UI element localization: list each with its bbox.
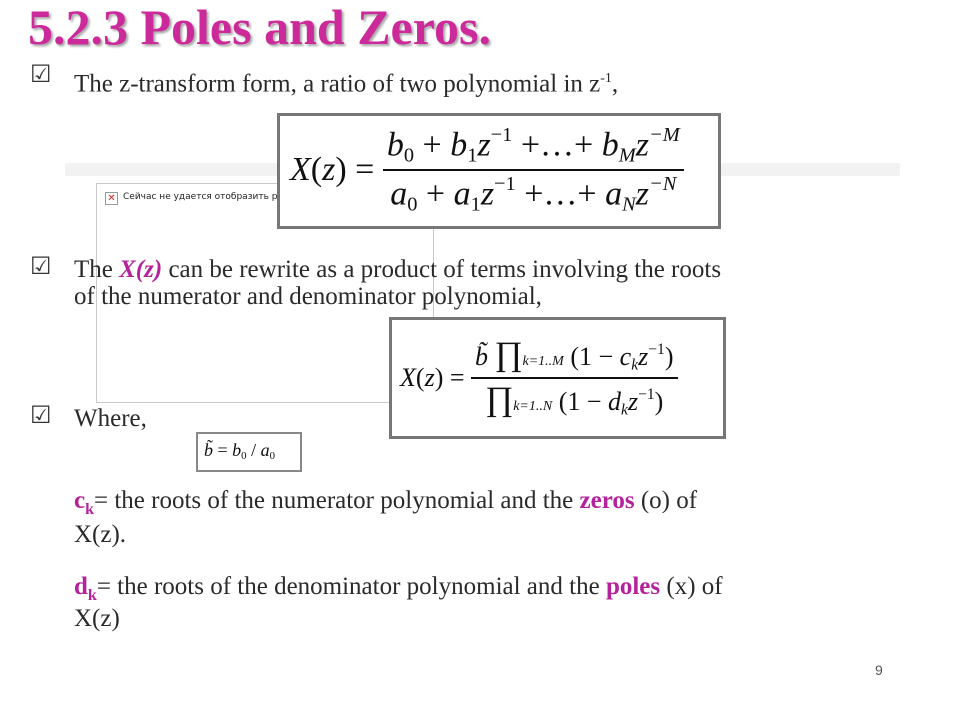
bullet-3-text: Where, xyxy=(74,405,147,432)
ck-text-1: = the roots of the numerator polynomial and the xyxy=(94,487,580,514)
zeros-term: zeros xyxy=(579,487,635,514)
equation-ratio: X(z) = $\frac{b_0 + b_1z^{-1} +\dots+ b_Mz^{-M}}{a_0 + a_1z^{-1} +\dots+ a_Nz^{-N}}$ xyxy=(290,128,684,212)
checkbox-check-icon: ☑ xyxy=(30,401,52,429)
ck-subscript: k xyxy=(85,501,95,518)
dk-text-1: = the roots of the denominator polynomial and the xyxy=(96,573,606,600)
dk-definition-line-2: X(z) xyxy=(74,605,120,632)
equation-product-box xyxy=(389,317,726,439)
ck-definition-line-2: X(z). xyxy=(74,521,127,548)
checkbox-check-icon: ☑ xyxy=(30,252,52,280)
bullet-1-text xyxy=(74,66,618,97)
bullet-2-line-1 xyxy=(74,257,721,283)
bullet-1-main: The z-transform form, a ratio of two polynomial in z xyxy=(74,70,601,98)
dk-text-2: (x) of xyxy=(660,573,723,600)
equation-ratio-box xyxy=(277,113,721,229)
broken-image-message: Сейчас не удается отобразить р xyxy=(123,192,278,202)
checkbox-check-icon: ☑ xyxy=(30,60,52,88)
b-tilde-equation: b̃ = $b_0 / a_0$ xyxy=(204,440,275,463)
dk-letter: d xyxy=(74,573,88,600)
bullet-2-highlight: X(z) xyxy=(119,256,163,283)
bullet-2-line-1-rest: can be rewrite as a product of terms involving the roots xyxy=(162,256,722,283)
bullet-2-pre: The xyxy=(74,256,120,283)
poles-term: poles xyxy=(605,573,661,600)
slide-title: 5.2.3 Poles and Zeros. xyxy=(28,0,491,55)
broken-image-icon: ✕ xyxy=(105,192,118,205)
ck-text-2: (o) of xyxy=(634,487,698,514)
ck-definition-line-1 xyxy=(74,488,697,523)
bullet-1-tail: , xyxy=(611,70,619,98)
equation-product: X(z) = $\frac{b̃ \prod k=1..M (1 - c_kz^{-1})}{\prod k=1..N (1 - d_kz^{-1})}$ xyxy=(400,328,678,428)
bullet-2-line-2: of the numerator and denominator polynomial, xyxy=(74,283,542,310)
dk-definition-line-1 xyxy=(74,574,723,609)
bullet-1-sup: -1 xyxy=(600,71,612,86)
b-tilde-equation-box xyxy=(196,432,302,472)
ck-letter: c xyxy=(74,487,86,514)
page-number: 9 xyxy=(875,662,883,678)
dk-subscript: k xyxy=(87,587,97,604)
